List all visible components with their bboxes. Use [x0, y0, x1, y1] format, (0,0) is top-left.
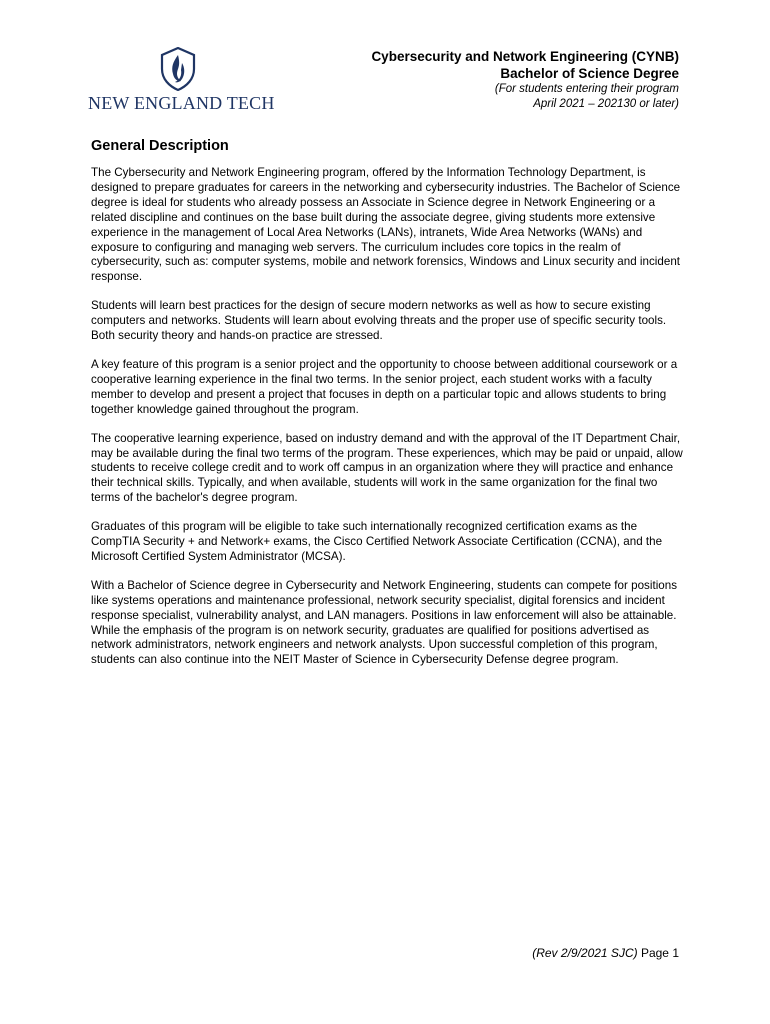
section-heading: General Description [91, 138, 229, 154]
logo-wordmark: NEW ENGLAND TECH [88, 93, 275, 113]
applicability-note-line2: April 2021 – 202130 or later) [533, 98, 679, 110]
program-title: Cybersecurity and Network Engineering (CYNB) [371, 49, 679, 64]
revision-note: (Rev 2/9/2021 SJC) [532, 946, 638, 960]
page-number: Page 1 [640, 946, 679, 960]
degree-title: Bachelor of Science Degree [500, 66, 679, 81]
paragraph-certifications: Graduates of this program will be eligible to take such internationally recognized certification exams as the CompTIA Security + and Network+ exams, the Cisco Certified Network Associate Certification (CCNA), and the Microsoft Certified System Administrator (MCSA). [91, 520, 663, 563]
document-header [371, 48, 679, 112]
flame-shield-icon [160, 47, 196, 91]
applicability-note-line1: (For students entering their program [494, 83, 679, 95]
paragraph-overview: The Cybersecurity and Network Engineering program, offered by the Information Technology Department, is designed to prepare graduates for careers in the networking and cybersecurity industries. The Bachelor of Science degree is ideal for students who already possess an Associate in Science degree in Network Engineering or a related discipline and continues on the base built during the associate degree, giving students more extensive experience in the management of Local Area Networks (LANs), intranets, Wide Area Networks (WANs) and exposure to configuring and managing web servers. The curriculum includes core topics in the realm of cybersecurity, such as: computer systems, mobile and network forensics, Windows and Linux security and incident response. [91, 166, 681, 284]
paragraph-senior-project: A key feature of this program is a senior project and the opportunity to choose between additional coursework or a cooperative learning experience in the final two terms. In the senior project, each student works with a faculty member to develop and present a project that focuses in depth on a particular topic and allows students to bring together knowledge gained throughout the program. [91, 357, 678, 416]
page-footer [532, 946, 679, 960]
paragraph-careers: With a Bachelor of Science degree in Cybersecurity and Network Engineering, students can compete for positions like systems operations and maintenance professional, network security specialist, digital forensics and incident response specialist, vulnerability analyst, and LAN managers. Positions in law enforcement will also be attainable. While the emphasis of the program is on network security, graduates are qualified for positions advertised as network administrators, network engineers and network analysts. Upon successful completion of this program, students can also continue into the NEIT Master of Science in Cybersecurity Defense degree program. [91, 578, 678, 667]
institution-logo [88, 47, 275, 117]
paragraph-cooperative-learning: The cooperative learning experience, based on industry demand and with the approval of the IT Department Chair, may be available during the final two terms of the program. These experiences, which may be paid or unpaid, allow students to receive college credit and to work off campus in an organization where they will practice and enhance their technical skills. Typically, and when available, students will work in the same organization for the final two terms of the bachelor's degree program. [91, 431, 683, 505]
paragraph-skills: Students will learn best practices for the design of secure modern networks as well as how to secure existing computers and networks. Students will learn about evolving threats and the proper use of specific security tools. Both security theory and hands-on practice are stressed. [91, 299, 667, 343]
document-body [91, 138, 683, 682]
